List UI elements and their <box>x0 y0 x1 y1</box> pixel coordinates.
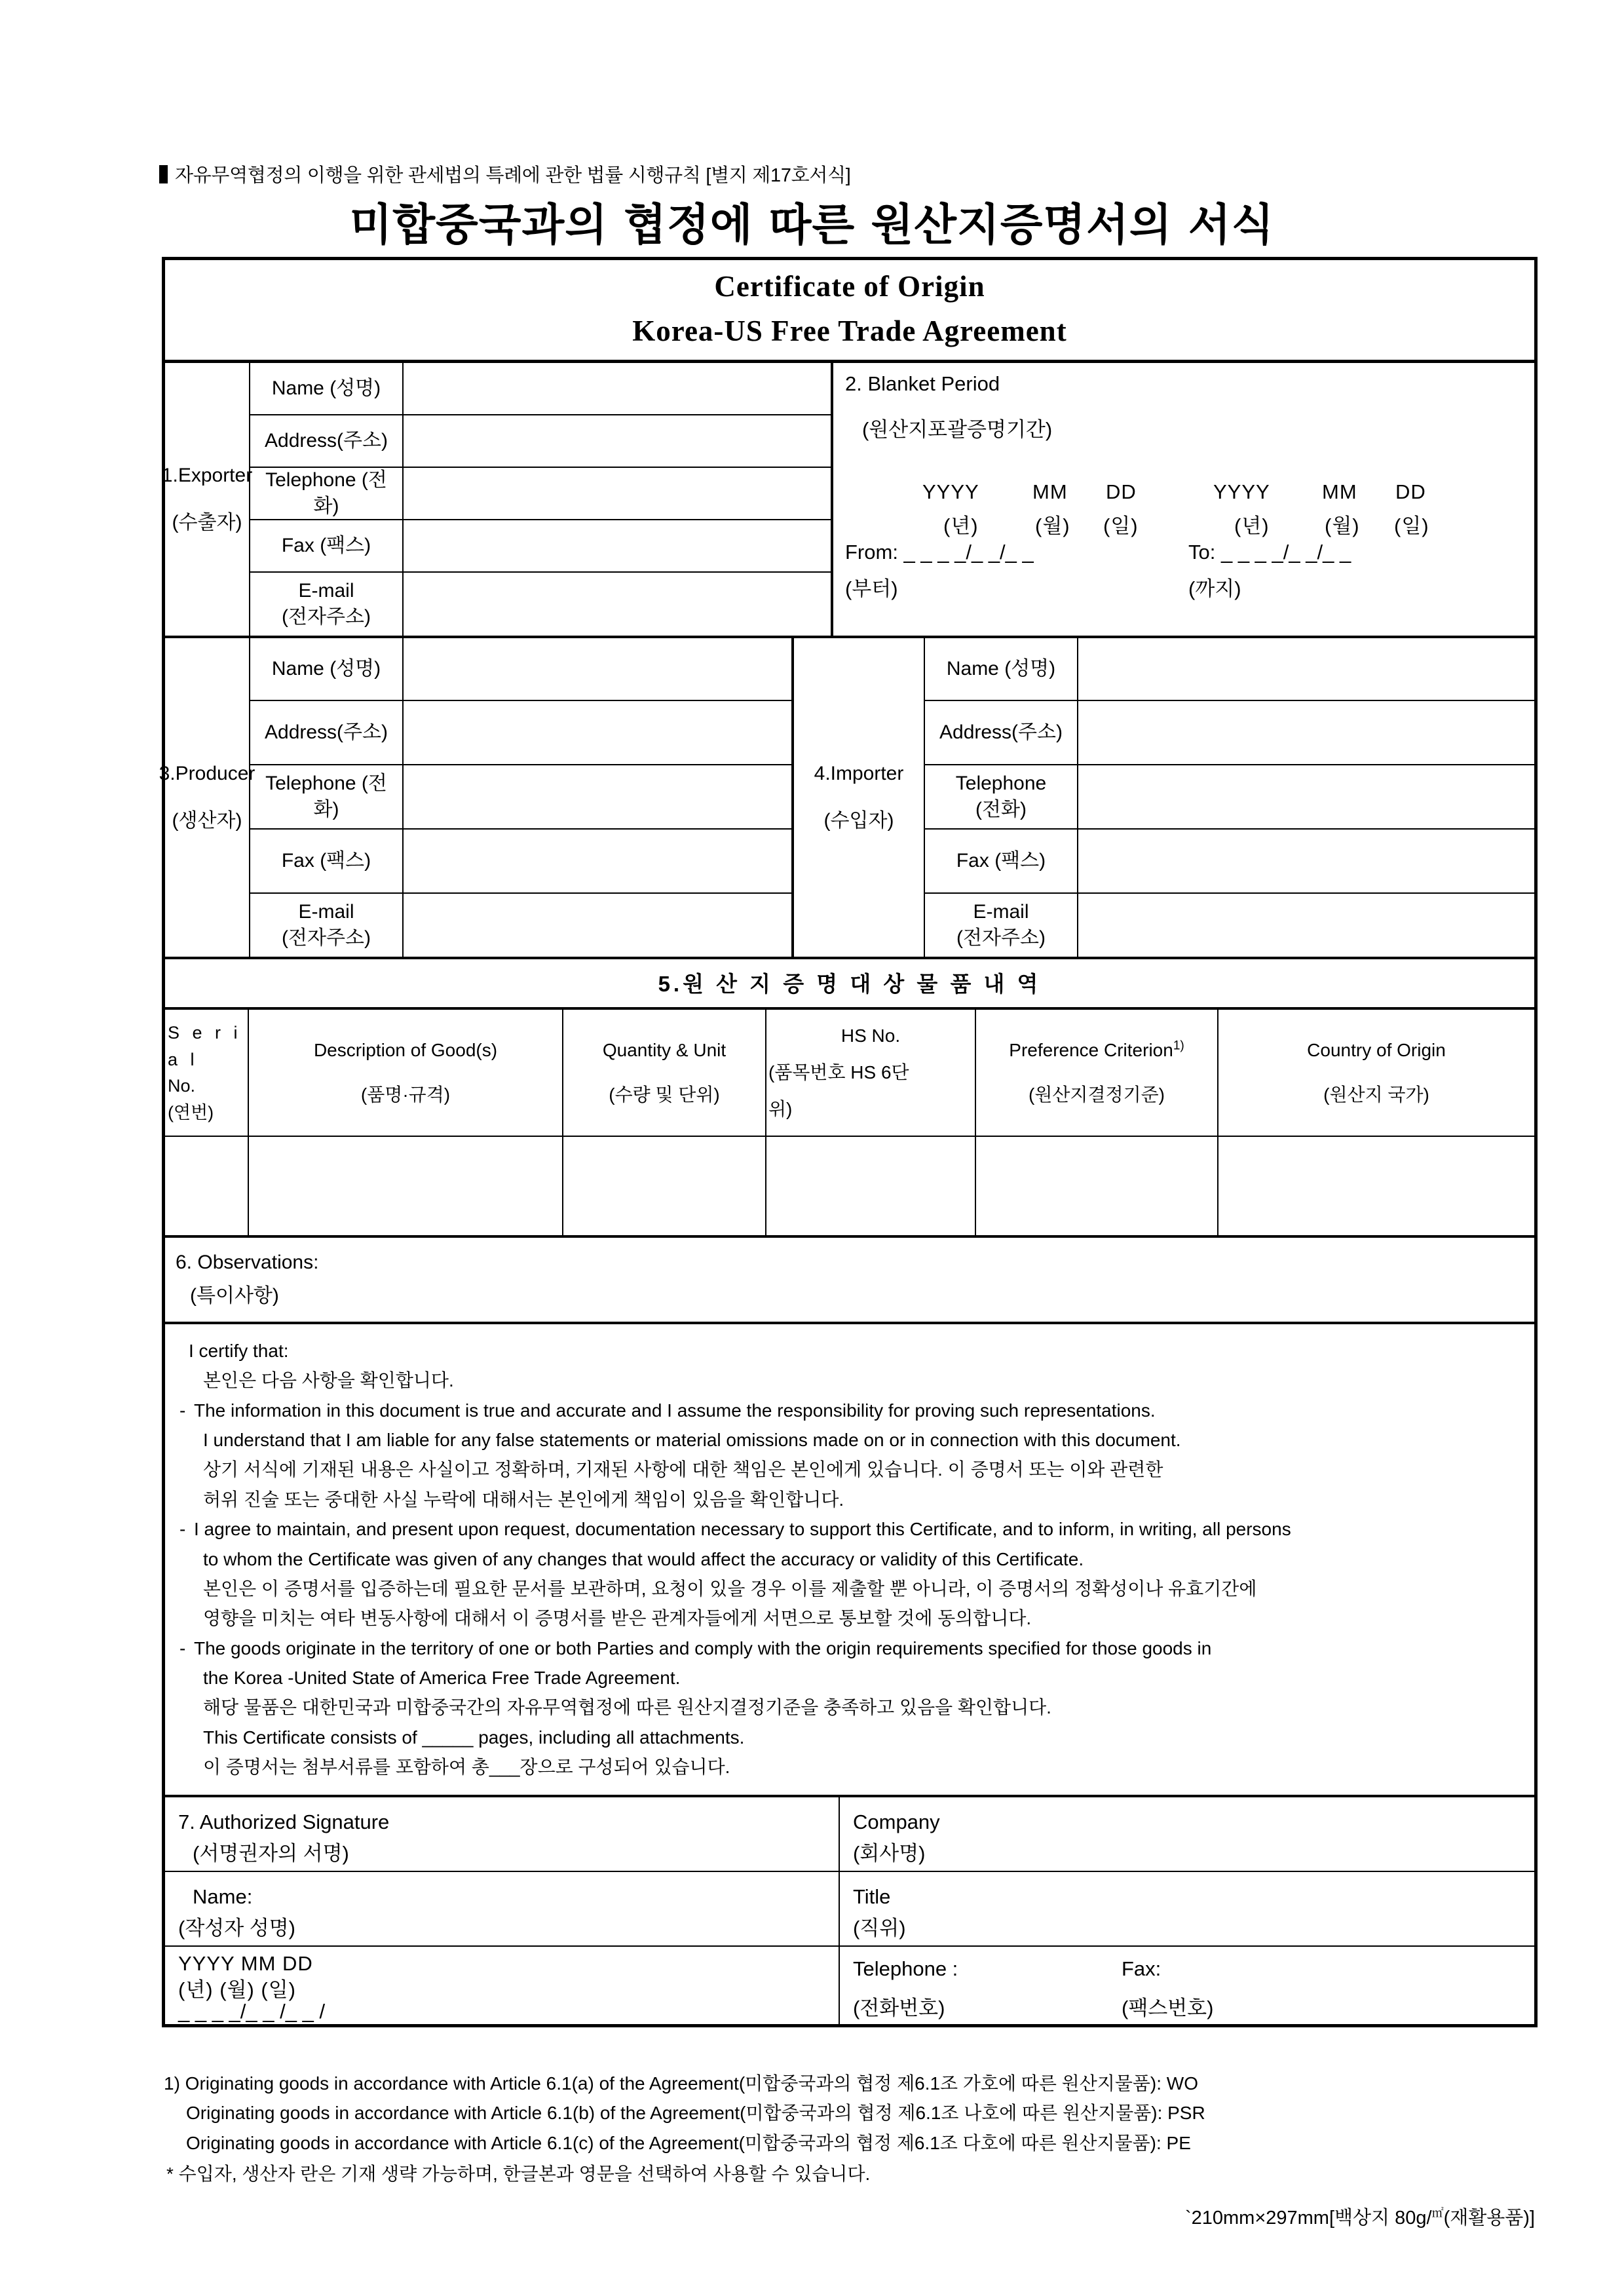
producer-email-label-ko: (전자주소) <box>282 927 371 949</box>
observations-title-ko: (특이사항) <box>190 1285 279 1307</box>
cell-preference-criterion[interactable] <box>976 1137 1218 1235</box>
title-label-en: Title <box>853 1885 891 1909</box>
column-header-preference-criterion <box>976 1010 1218 1136</box>
exporter-fax-input[interactable] <box>404 520 831 571</box>
importer-name-label: Name (성명) <box>925 638 1078 700</box>
importer-telephone-input[interactable] <box>1078 765 1532 828</box>
exporter-address-label: Address(주소) <box>250 415 404 467</box>
column-header-hs-no <box>766 1010 976 1136</box>
goods-section-heading: 5.원 산 지 증 명 대 상 물 품 내 역 <box>165 959 1534 1010</box>
signature-telephone-label-en: Telephone : <box>853 1957 958 1981</box>
exporter-email-label-ko: (전자주소) <box>282 606 371 628</box>
column-header-quantity-unit <box>563 1010 766 1136</box>
blanket-period-subtitle: (원산지포괄증명기간) <box>862 418 1053 441</box>
preference-footnote-marker: 1) <box>1173 1039 1184 1053</box>
importer-row-email <box>925 894 1534 957</box>
paper-spec-recycle: (재활용품)] <box>1443 2208 1535 2229</box>
importer-fax-input[interactable] <box>1078 830 1532 892</box>
to-month-header-ko: (월) <box>1325 514 1360 537</box>
producer-row-address <box>250 701 791 765</box>
certify-item-3-ko-1: 해당 물품은 대한민국과 미합중국간의 자유무역협정에 따른 원산지결정기준을 충족하고 있음을 확인합니다. <box>203 1697 1051 1718</box>
importer-fields <box>925 638 1534 957</box>
blanket-period-title: 2. Blanket Period <box>845 372 1000 395</box>
producer-fields <box>250 638 794 957</box>
certificate-title-band <box>165 260 1534 363</box>
signature-row-2 <box>165 1872 1534 1947</box>
producer-label-en: 3.Producer <box>159 762 255 784</box>
producer-name-label: Name (성명) <box>250 638 404 700</box>
to-yyyy-header: YYYY <box>1213 480 1270 503</box>
company-label-en: Company <box>853 1810 940 1834</box>
signature-date-block[interactable] <box>165 1947 840 2024</box>
authorized-signature-label-en: 7. Authorized Signature <box>178 1810 390 1834</box>
certify-item-2-en-2: to whom the Certificate was given of any changes that would affect the accuracy or validity of this Certificate. <box>203 1548 1084 1569</box>
importer-telephone-label-en: Telephone <box>955 772 1047 794</box>
producer-email-label <box>250 894 404 957</box>
column-header-serial-no <box>165 1010 249 1136</box>
name-label-en: Name: <box>193 1885 253 1909</box>
agreement-name-en: Korea-US Free Trade Agreement <box>632 315 1067 347</box>
certify-intro-ko: 본인은 다음 사항을 확인합니다. <box>203 1370 454 1391</box>
cell-country-of-origin[interactable] <box>1218 1137 1534 1235</box>
description-header-en: Description of Good(s) <box>313 1040 498 1060</box>
producer-label <box>159 638 255 957</box>
importer-email-label-ko: (전자주소) <box>956 927 1046 949</box>
footnote-line-2: Originating goods in accordance with Article 6.1(b) of the Agreement(미합중국과의 협정 제6.1조 나호에 따른 원산지물품): PSR <box>186 2103 1205 2124</box>
producer-fax-input[interactable] <box>404 830 791 892</box>
to-dd-header: DD <box>1395 480 1426 503</box>
producer-label-ko: (생산자) <box>172 810 242 832</box>
producer-row-name <box>250 638 791 701</box>
paper-spec-unit: ㎡ <box>1431 2206 1444 2220</box>
producer-telephone-input[interactable] <box>404 765 791 828</box>
producer-email-input[interactable] <box>404 894 791 957</box>
certify-intro-en: I certify that: <box>189 1341 289 1361</box>
blanket-period-dates <box>845 480 1534 605</box>
cell-description[interactable] <box>249 1137 563 1235</box>
preference-header-ko: (원산지결정기준) <box>1029 1084 1165 1105</box>
signature-fax-label-en: Fax: <box>1122 1957 1161 1981</box>
page-title: 미합중국과의 협정에 따른 원산지증명서의 서식 <box>349 199 1275 250</box>
certify-item-1-ko-2: 허위 진술 또는 중대한 사실 누락에 대해서는 본인에게 책임이 있음을 확인합니다. <box>203 1489 844 1510</box>
certificate-form <box>159 257 1538 2027</box>
bullet-square-icon <box>159 165 168 183</box>
exporter-blanket-row <box>161 363 1534 638</box>
exporter-row-address <box>250 415 831 468</box>
signature-row-1 <box>165 1797 1534 1872</box>
company-label-ko: (회사명) <box>853 1842 926 1866</box>
importer-email-label-en: E-mail <box>973 900 1029 923</box>
blanket-to-input[interactable]: To: _ _ _ _/_ _/_ _ <box>1188 541 1351 564</box>
exporter-row-telephone <box>250 468 831 520</box>
company-block[interactable] <box>840 1797 1534 1871</box>
certify-item-2-ko-1: 본인은 이 증명서를 입증하는데 필요한 문서를 보관하며, 요청이 있을 경우 이를 제출할 뿐 아니라, 이 증명서의 정확성이나 유효기간에 <box>203 1578 1257 1599</box>
importer-row-telephone <box>925 765 1534 830</box>
certify-pages-en[interactable]: This Certificate consists of _____ pages, including all attachments. <box>203 1727 745 1748</box>
cell-quantity-unit[interactable] <box>563 1137 766 1235</box>
country-header-en: Country of Origin <box>1307 1040 1446 1060</box>
blanket-from-input[interactable]: From: _ _ _ _/_ _/_ _ <box>845 541 1034 564</box>
serial-header-line1: S e r i a l <box>168 1023 242 1069</box>
importer-email-label <box>925 894 1078 957</box>
hs-header-en: HS No. <box>840 1025 901 1046</box>
certify-item-3-en-2: the Korea -United State of America Free Trade Agreement. <box>203 1667 681 1688</box>
importer-name-input[interactable] <box>1078 638 1532 700</box>
exporter-label-en: 1.Exporter <box>161 464 253 486</box>
signature-date-header: YYYY MM DD <box>178 1952 313 1976</box>
footnote-line-1: 1) Originating goods in accordance with Article 6.1(a) of the Agreement(미합중국과의 협정 제6.1조 가호에 따른 원산지물품): WO <box>164 2073 1199 2094</box>
signature-contact-block[interactable] <box>840 1947 1534 2024</box>
exporter-telephone-input[interactable] <box>404 468 831 519</box>
producer-telephone-label: Telephone (전화) <box>250 765 404 828</box>
observations-title: 6. Observations: <box>176 1252 319 1273</box>
exporter-fields <box>250 363 833 636</box>
footnote-line-4: * 수입자, 생산자 란은 기재 생략 가능하며, 한글본과 영문을 선택하여 사용할 수 있습니다. <box>166 2164 871 2185</box>
certify-item-1-en-2: I understand that I am liable for any false statements or material omissions made on or in connection with this document. <box>203 1430 1181 1451</box>
paper-spec <box>1185 2203 1535 2230</box>
certification-block <box>165 1324 1534 1797</box>
country-header-ko: (원산지 국가) <box>1323 1084 1429 1105</box>
blanket-from-label-ko: (부터) <box>845 577 898 600</box>
from-dd-header: DD <box>1106 480 1137 503</box>
quantity-header-ko: (수량 및 단위) <box>609 1084 720 1105</box>
from-month-header-ko: (월) <box>1035 514 1070 537</box>
certify-item-2-ko-2: 영향을 미치는 여타 변동사항에 대해서 이 증명서를 받은 관계자들에게 서면으로 통보할 것에 동의합니다. <box>203 1608 1032 1629</box>
exporter-address-input[interactable] <box>404 415 831 467</box>
footnote-line-3: Originating goods in accordance with Article 6.1(c) of the Agreement(미합중국과의 협정 제6.1조 다호에 따른 원산지물품): PE <box>186 2132 1191 2153</box>
exporter-label-ko: (수출자) <box>172 512 242 533</box>
paper-spec-size: `210mm×297mm[백상지 80g/ <box>1184 2208 1432 2229</box>
serial-header-line2: No. <box>168 1076 196 1096</box>
signature-date-header-ko: (년) (월) (일) <box>178 1978 297 2002</box>
exporter-name-label: Name (성명) <box>250 363 404 414</box>
importer-label-ko: (수입자) <box>823 810 894 832</box>
importer-address-input[interactable] <box>1078 701 1532 764</box>
to-year-header-ko: (년) <box>1234 514 1270 537</box>
importer-email-input[interactable] <box>1078 894 1532 957</box>
doc-reference-text: 자유무역협정의 이행을 위한 관세법의 특례에 관한 법률 시행규칙 [별지 제17호서식] <box>175 165 851 186</box>
importer-address-label: Address(주소) <box>925 701 1078 764</box>
exporter-email-label-en: E-mail <box>298 579 354 602</box>
from-yyyy-header: YYYY <box>922 480 979 503</box>
exporter-row-name <box>250 363 831 415</box>
column-header-country-of-origin <box>1218 1010 1534 1136</box>
importer-fax-label: Fax (팩스) <box>925 830 1078 892</box>
producer-row-fax <box>250 830 791 894</box>
to-mm-header: MM <box>1322 480 1357 503</box>
name-block[interactable] <box>165 1872 840 1945</box>
description-header-ko: (품명·규격) <box>360 1084 451 1105</box>
importer-label <box>794 638 925 957</box>
exporter-name-input[interactable] <box>404 363 831 414</box>
importer-row-fax <box>925 830 1534 894</box>
producer-importer-row <box>159 638 1534 959</box>
preference-header-en: Preference Criterion$^{1)}$ <box>1009 1039 1184 1060</box>
exporter-fax-label: Fax (팩스) <box>250 520 404 571</box>
signature-row-3 <box>165 1947 1534 2024</box>
goods-table-header <box>165 1010 1534 1137</box>
producer-row-telephone <box>250 765 791 830</box>
exporter-row-fax <box>250 520 831 573</box>
signature-telephone-label-ko: (전화번호) <box>853 1997 945 2020</box>
exporter-email-input[interactable] <box>404 573 831 636</box>
importer-telephone-label-ko: (전화) <box>975 799 1027 820</box>
from-mm-header: MM <box>1032 480 1068 503</box>
producer-fax-label: Fax (팩스) <box>250 830 404 892</box>
title-block[interactable] <box>840 1872 1534 1945</box>
cell-serial-no[interactable] <box>165 1137 249 1235</box>
table-row <box>165 1137 1534 1238</box>
blanket-period-block <box>833 363 1534 636</box>
exporter-telephone-label: Telephone (전화) <box>250 468 404 519</box>
observations-block[interactable] <box>165 1238 1534 1324</box>
authorized-signature-block[interactable] <box>165 1797 840 1871</box>
exporter-row-email <box>250 573 831 636</box>
authorized-signature-label-ko: (서명권자의 서명) <box>193 1842 349 1866</box>
certificate-title-en: Certificate of Origin <box>714 270 985 303</box>
hs-header-ko-line1: (품목번호 HS 6단 <box>768 1062 909 1082</box>
producer-address-input[interactable] <box>404 701 791 764</box>
from-year-header-ko: (년) <box>943 514 979 537</box>
signature-date-input[interactable]: _ _ _ _/_ _ /_ _ / <box>178 2000 326 2023</box>
certify-item-2-en-1: - I agree to maintain, and present upon request, documentation necessary to support this Certificate, and to inform, in writing, all persons <box>179 1519 1291 1540</box>
importer-telephone-label <box>925 765 1078 828</box>
certify-item-1-ko-1: 상기 서식에 기재된 내용은 사실이고 정확하며, 기재된 사항에 대한 책임은 본인에게 있습니다. 이 증명서 또는 이와 관련한 <box>203 1459 1163 1480</box>
certify-item-1-en-1: - The information in this document is true and accurate and I assume the responsibility for proving such representations. <box>179 1400 1156 1421</box>
producer-email-label-en: E-mail <box>298 900 354 923</box>
cell-hs-no[interactable] <box>766 1137 976 1235</box>
footnotes-block <box>164 2069 1546 2189</box>
producer-address-label: Address(주소) <box>250 701 404 764</box>
from-day-header-ko: (일) <box>1103 514 1139 537</box>
certify-pages-ko[interactable]: 이 증명서는 첨부서류를 포함하여 총___장으로 구성되어 있습니다. <box>203 1757 730 1778</box>
name-label-ko: (작성자 성명) <box>178 1917 295 1940</box>
signature-fax-label-ko: (팩스번호) <box>1122 1997 1214 2020</box>
quantity-header-en: Quantity & Unit <box>602 1040 727 1060</box>
serial-header-ko: (연번) <box>168 1102 214 1122</box>
importer-row-name <box>925 638 1534 701</box>
importer-label-en: 4.Importer <box>814 762 904 784</box>
column-header-description <box>249 1010 563 1136</box>
to-day-header-ko: (일) <box>1394 514 1429 537</box>
producer-row-email <box>250 894 791 957</box>
hs-header-ko-line2: 위) <box>768 1099 793 1119</box>
doc-reference-line <box>159 161 851 187</box>
blanket-to-label-ko: (까지) <box>1188 577 1241 600</box>
exporter-email-label <box>250 573 404 636</box>
exporter-label <box>161 363 253 636</box>
certify-item-3-en-1: - The goods originate in the territory of one or both Parties and comply with the origin requirements specified for those goods in <box>179 1637 1212 1658</box>
title-label-ko: (직위) <box>853 1917 906 1940</box>
producer-name-input[interactable] <box>404 638 791 700</box>
importer-row-address <box>925 701 1534 765</box>
